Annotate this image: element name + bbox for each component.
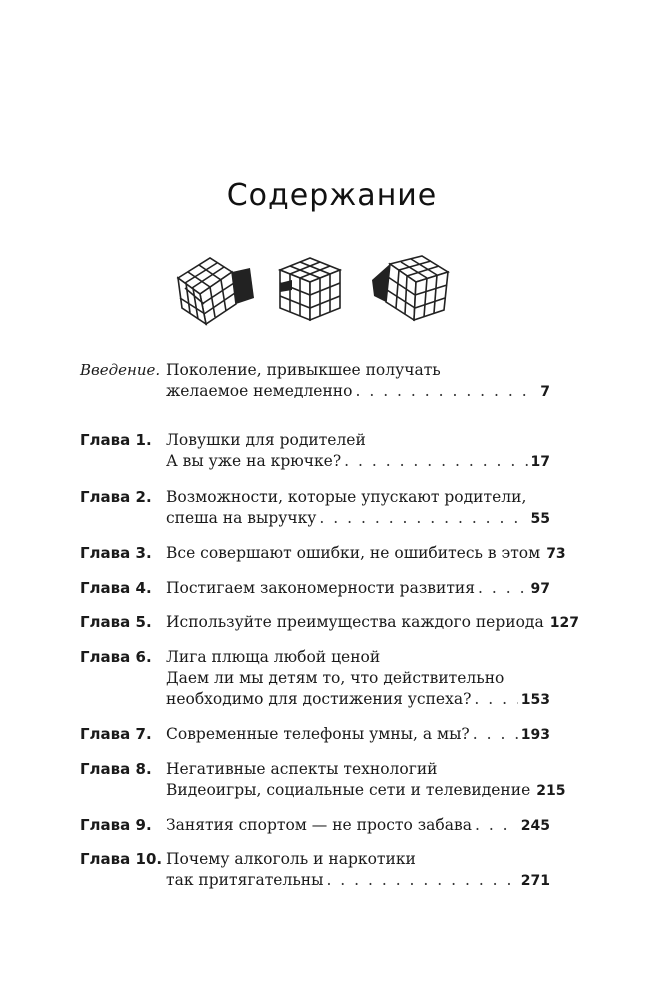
rubiks-cube-icon xyxy=(170,250,260,328)
toc-title: Все совершают ошибки, не ошибитесь в этом xyxy=(166,544,541,562)
toc-label: Глава 2. xyxy=(80,488,152,506)
toc-title: Постигаем закономерности развития xyxy=(166,579,476,597)
toc-page-number: 271 xyxy=(520,873,550,889)
leader-dots xyxy=(478,578,527,599)
toc-title: Почему алкоголь и наркотики xyxy=(166,850,416,868)
toc-title: Возможности, которые упускают родители, xyxy=(166,488,527,506)
toc-label: Глава 4. xyxy=(80,579,152,597)
toc-title: Современные телефоны умны, а мы? xyxy=(166,725,470,743)
toc-label: Глава 7. xyxy=(80,725,152,743)
rubiks-cube-icon xyxy=(272,250,352,328)
page-title: Содержание xyxy=(226,178,438,213)
toc-page-number: 17 xyxy=(530,454,550,470)
toc-title: Ловушки для родителей xyxy=(166,431,366,449)
toc-page-number: 215 xyxy=(536,783,566,799)
toc-label: Глава 6. xyxy=(80,648,152,666)
toc-label: Глава 3. xyxy=(80,544,152,562)
toc-page-number: 127 xyxy=(549,615,579,631)
toc-title: Лига плюща любой ценой xyxy=(166,648,381,666)
toc-page-number: 245 xyxy=(520,818,550,834)
toc-subtitle: необходимо для достижения успеха? xyxy=(166,690,472,708)
leader-dots xyxy=(319,508,527,529)
toc-page-number: 55 xyxy=(530,511,550,527)
cube-illustrations xyxy=(0,250,664,330)
toc-label: Введение. xyxy=(80,361,161,379)
leader-dots xyxy=(474,689,517,710)
toc-label: Глава 10. xyxy=(80,850,163,868)
toc-subtitle: А вы уже на крючке? xyxy=(166,452,342,470)
leader-dots xyxy=(473,724,518,745)
toc-title: спеша на выручку xyxy=(166,509,317,527)
toc-label: Глава 9. xyxy=(80,816,152,834)
toc-label: Глава 1. xyxy=(80,431,152,449)
toc-page-number: 7 xyxy=(540,384,550,400)
toc-subtitle: Даем ли мы детям то, что действительно xyxy=(166,669,505,687)
toc-page-number: 193 xyxy=(520,727,550,743)
toc-page-number: 153 xyxy=(520,692,550,708)
toc-title: так притягательны xyxy=(166,871,324,889)
toc-label: Глава 8. xyxy=(80,760,152,778)
toc-title: желаемое немедленно xyxy=(166,382,353,400)
toc-subtitle: Видеоигры, социальные сети и телевидение xyxy=(166,781,531,799)
leader-dots xyxy=(326,870,517,891)
toc-page-number: 97 xyxy=(530,581,550,597)
rubiks-cube-icon xyxy=(370,250,460,328)
toc-label: Глава 5. xyxy=(80,613,152,631)
toc-title: Используйте преимущества каждого периода xyxy=(166,613,544,631)
leader-dots xyxy=(344,451,527,472)
toc-title: Негативные аспекты технологий xyxy=(166,760,438,778)
leader-dots xyxy=(355,381,537,402)
leader-dots xyxy=(475,815,518,836)
toc-title: Поколение, привыкшее получать xyxy=(166,361,441,379)
toc-title: Занятия спортом — не просто забава xyxy=(166,816,472,834)
toc-page-number: 73 xyxy=(546,546,566,562)
